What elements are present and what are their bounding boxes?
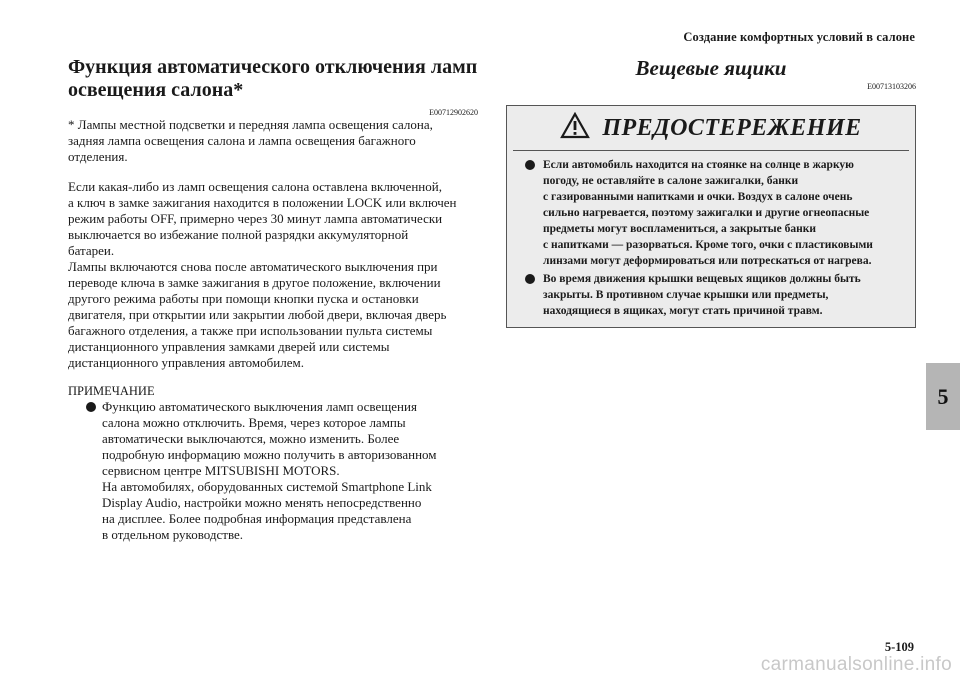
note-line: на дисплее. Более подробная информация представлена <box>102 511 412 526</box>
warning-list <box>507 151 915 319</box>
body-line: выключается во избежание полной разрядки аккумуляторной <box>68 227 409 242</box>
body-paragraph <box>68 179 478 371</box>
warning-line: линзами могут деформироваться или потрескаться от нагрева. <box>543 255 872 267</box>
note-line: На автомобилях, оборудованных системой Smartphone Link <box>102 479 432 494</box>
body-line: батареи. <box>68 243 115 258</box>
section-code: E00712902620 <box>429 108 478 117</box>
warning-line: закрыты. В противном случае крышки или предметы, <box>543 289 829 301</box>
body-line: переводе ключа в замке зажигания в другое положение, включении <box>68 275 441 290</box>
note-line: в отдельном руководстве. <box>102 527 244 542</box>
note-line: подробную информацию можно получить в авторизованном <box>102 447 437 462</box>
body-line: режим работы OFF, примерно через 30 минут лампа автоматически <box>68 211 443 226</box>
warning-line: Во время движения крышки вещевых ящиков должны быть <box>543 273 861 285</box>
note-heading: ПРИМЕЧАНИЕ <box>68 384 155 398</box>
warning-line: сильно нагревается, поэтому зажигалки и другие огнеопасные <box>543 207 870 219</box>
note-item <box>68 399 478 479</box>
section-title <box>68 56 478 102</box>
section-title-storage: Вещевые ящики <box>635 56 787 80</box>
left-column <box>68 56 478 543</box>
page-number: 5-109 <box>884 640 914 654</box>
section-title-line-1: Функция автоматического отключения ламп <box>68 56 478 78</box>
right-column <box>506 56 916 328</box>
body-line: а ключ в замке зажигания находится в положении LOCK или включен <box>68 195 457 210</box>
note-line: автоматически выключаются, можно изменить. Более <box>102 431 400 446</box>
body-line: дистанционного управления автомобилем. <box>68 355 304 370</box>
bullet-icon <box>525 160 535 170</box>
body-line: двигателя, при открытии или закрытии любой двери, включая дверь <box>68 307 447 322</box>
running-header: Создание комфортных условий в салоне <box>683 30 915 44</box>
section-code-storage: E00713103206 <box>867 82 916 91</box>
body-line: дистанционного управления замками дверей или системы <box>68 339 390 354</box>
note-line: сервисном центре MITSUBISHI MOTORS. <box>102 463 340 478</box>
warning-line: с напитками — разорваться. Кроме того, очки с пластиковыми <box>543 239 873 251</box>
warning-title: ПРЕДОСТЕРЕЖЕНИЕ <box>602 114 862 141</box>
warning-line: с газированными напитками и очки. Воздух в салоне очень <box>543 191 853 203</box>
footnote-line: задняя лампа освещения салона и лампа освещения багажного <box>68 133 416 148</box>
note-line: салона можно отключить. Время, через которое лампы <box>102 415 406 430</box>
warning-line: погоду, не оставляйте в салоне зажигалки, банки <box>543 175 799 187</box>
warning-box <box>506 105 916 328</box>
bullet-icon <box>86 402 96 412</box>
warning-item <box>523 271 901 319</box>
bullet-icon <box>525 274 535 284</box>
warning-line: Если автомобиль находится на стоянке на солнце в жаркую <box>543 159 854 171</box>
section-title-line-2: освещения салона* <box>68 79 244 101</box>
warning-triangle-icon <box>560 112 590 144</box>
watermark: carmanualsonline.info <box>760 654 952 675</box>
chapter-tab: 5 <box>926 363 960 430</box>
body-line: другого режима работы при помощи кнопки пуска и остановки <box>68 291 419 306</box>
body-line: багажного отделения, а также при использовании пульта системы <box>68 323 433 338</box>
footnote-line: * Лампы местной подсветки и передняя лампа освещения салона, <box>68 117 433 132</box>
note-line: Display Audio, настройки можно менять непосредственно <box>102 495 422 510</box>
warning-item <box>523 157 901 269</box>
body-line: Лампы включаются снова после автоматического выключения при <box>68 259 438 274</box>
note-line: Функцию автоматического выключения ламп освещения <box>102 399 417 414</box>
body-line: Если какая-либо из ламп освещения салона оставлена включенной, <box>68 179 442 194</box>
warning-line: находящиеся в ящиках, могут стать причиной травм. <box>543 305 823 317</box>
note-extra <box>68 479 478 543</box>
footnote-line: отделения. <box>68 149 128 164</box>
warning-header <box>513 112 909 151</box>
warning-line: предметы могут воспламениться, а закрытые банки <box>543 223 816 235</box>
footnote <box>68 117 478 165</box>
